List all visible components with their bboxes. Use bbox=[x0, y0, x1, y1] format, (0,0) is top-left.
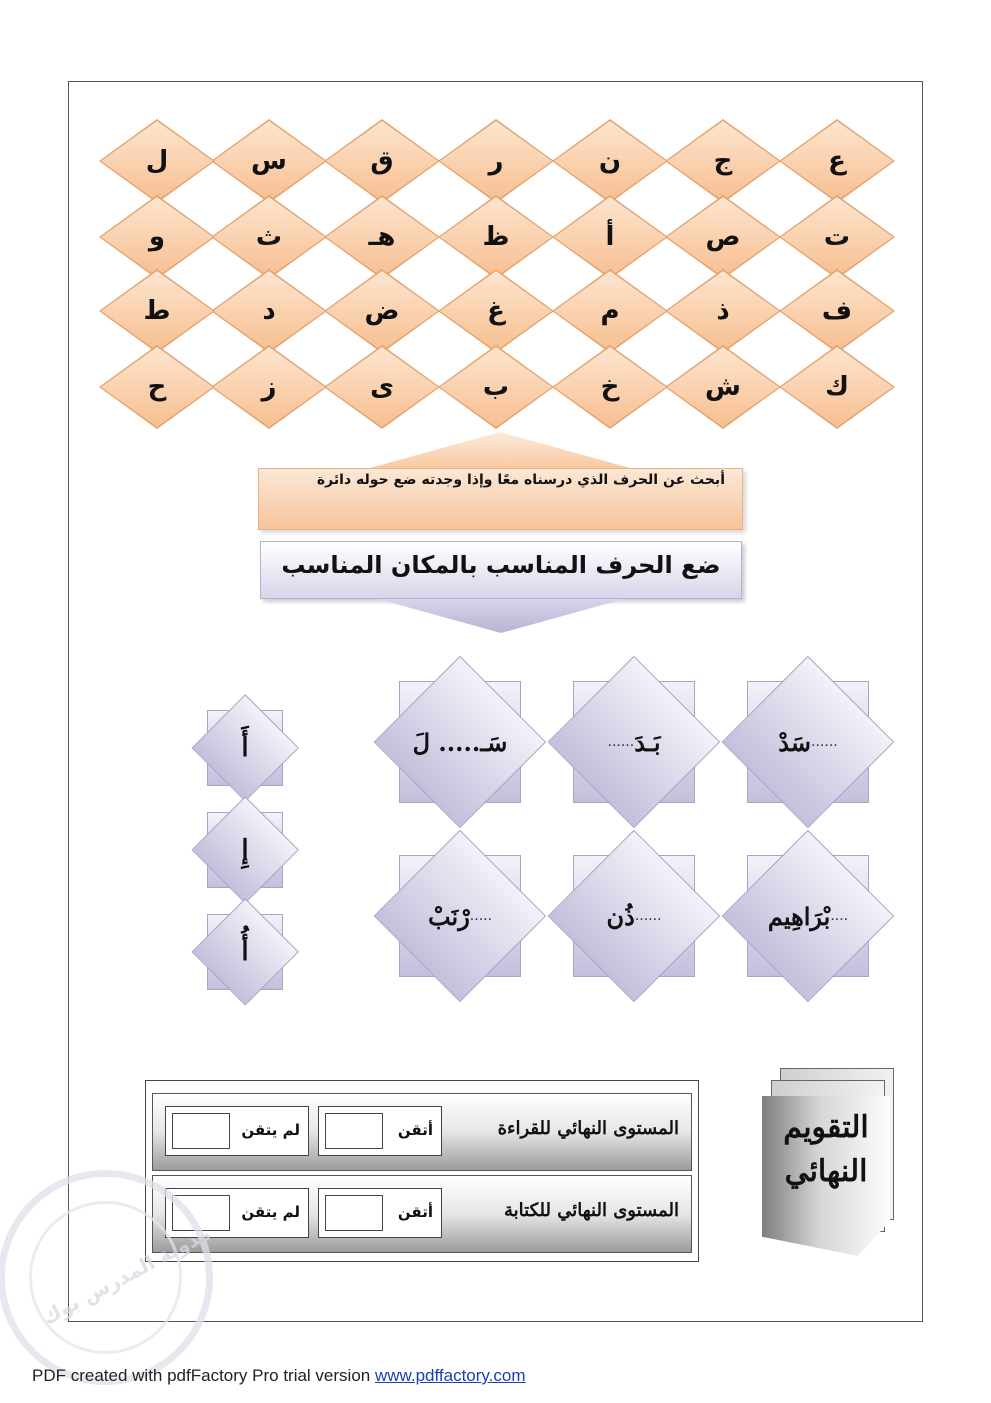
letter-text: ك bbox=[825, 372, 849, 402]
choice-star-1 bbox=[191, 694, 299, 802]
word-text: بْرَاهِيم bbox=[767, 901, 831, 931]
word-text: ذُن bbox=[606, 901, 635, 931]
letter-diamond[interactable] bbox=[213, 347, 325, 427]
writing-level-row bbox=[152, 1175, 692, 1253]
letter-diamond[interactable] bbox=[440, 271, 552, 351]
letter-text: م bbox=[600, 296, 620, 326]
letter-text: ح bbox=[147, 372, 167, 402]
letter-diamond[interactable] bbox=[554, 347, 666, 427]
not-mastered-checkbox[interactable] bbox=[172, 1113, 230, 1149]
instruction-find-text: أبحث عن الحرف الذي درسناه معًا وإذا وجدته ضع حوله دائرة bbox=[316, 472, 725, 488]
letter-diamond[interactable] bbox=[326, 271, 438, 351]
letter-text: ذ bbox=[716, 296, 730, 326]
letter-diamond[interactable] bbox=[667, 271, 779, 351]
evaluation-table bbox=[145, 1080, 699, 1262]
letter-diamond[interactable] bbox=[213, 197, 325, 277]
word-star-5 bbox=[548, 830, 720, 1002]
letter-text: ل bbox=[145, 146, 169, 176]
blank-dots: .... bbox=[830, 908, 849, 924]
blank-dots: ...... bbox=[607, 734, 635, 750]
letter-text: ث bbox=[255, 222, 283, 252]
letter-diamond[interactable] bbox=[781, 271, 893, 351]
mastered-checkbox[interactable] bbox=[325, 1113, 383, 1149]
word-text: بَـدَ bbox=[634, 727, 661, 757]
letter-diamond[interactable] bbox=[326, 121, 438, 201]
letter-text: و bbox=[148, 222, 166, 252]
letter-text: ط bbox=[143, 296, 171, 326]
arrow-up-icon bbox=[370, 432, 630, 468]
letter-diamond[interactable] bbox=[554, 121, 666, 201]
letter-diamond[interactable] bbox=[781, 347, 893, 427]
level-label: المستوى النهائي للكتابة bbox=[504, 1200, 679, 1221]
letter-diamond[interactable] bbox=[101, 197, 213, 277]
word-star-4 bbox=[722, 830, 894, 1002]
letter-diamond[interactable] bbox=[101, 347, 213, 427]
letter-diamond[interactable] bbox=[667, 197, 779, 277]
letter-text: ر bbox=[488, 146, 504, 176]
letter-text: غ bbox=[487, 296, 505, 326]
pdf-footer bbox=[32, 1366, 526, 1386]
word-star-2 bbox=[548, 656, 720, 828]
letter-text: أ bbox=[605, 222, 615, 252]
blank-dots: ..... bbox=[469, 908, 493, 924]
letter-text: ى bbox=[370, 372, 394, 402]
mastered-checkbox[interactable] bbox=[325, 1195, 383, 1231]
word-star-1 bbox=[722, 656, 894, 828]
letter-diamond[interactable] bbox=[440, 197, 552, 277]
letter-text: ص bbox=[705, 222, 741, 252]
place-letter-heading bbox=[260, 541, 742, 633]
letter-text: د bbox=[262, 296, 276, 326]
letter-diamond[interactable] bbox=[213, 121, 325, 201]
letter-diamond[interactable] bbox=[554, 271, 666, 351]
letter-diamond[interactable] bbox=[213, 271, 325, 351]
letter-text: ز bbox=[261, 372, 277, 402]
choice-star-2 bbox=[191, 796, 299, 904]
letter-text: ش bbox=[705, 372, 741, 402]
letter-diamond[interactable] bbox=[440, 347, 552, 427]
watermark-text: مدونة المدرس بوك bbox=[38, 1220, 215, 1330]
find-letter-instruction bbox=[258, 432, 743, 532]
choice-text: إِ bbox=[241, 835, 249, 865]
letter-text: ض bbox=[364, 296, 400, 326]
arrow-down-icon bbox=[378, 599, 624, 633]
letter-text: ظ bbox=[482, 222, 510, 252]
letter-diamond[interactable] bbox=[326, 347, 438, 427]
footer-text: PDF created with pdfFactory Pro trial version bbox=[32, 1366, 375, 1385]
reading-level-row bbox=[152, 1093, 692, 1171]
word-text: سَدْ bbox=[778, 727, 812, 757]
letter-diamond[interactable] bbox=[781, 197, 893, 277]
footer-link[interactable]: www.pdffactory.com bbox=[374, 1366, 526, 1385]
letter-text: ج bbox=[713, 146, 733, 176]
letter-text: ن bbox=[598, 146, 622, 176]
letter-text: خ bbox=[600, 372, 620, 402]
mastered-option: أتقن bbox=[318, 1188, 442, 1238]
final-evaluation-badge bbox=[762, 1068, 897, 1268]
letter-text: س bbox=[251, 146, 287, 176]
not-mastered-option: لم يتقن bbox=[165, 1106, 309, 1156]
letter-text: ف bbox=[821, 296, 853, 326]
watermark-seal bbox=[0, 1170, 213, 1385]
letter-diamond[interactable] bbox=[554, 197, 666, 277]
letter-text: ت bbox=[823, 222, 851, 252]
letter-text: هـ bbox=[368, 222, 396, 252]
letter-diamond[interactable] bbox=[667, 347, 779, 427]
letter-diamond[interactable] bbox=[101, 121, 213, 201]
word-text: رْنَبْ bbox=[427, 901, 470, 931]
letter-text: ب bbox=[482, 372, 510, 402]
letter-diamond[interactable] bbox=[326, 197, 438, 277]
letter-diamond[interactable] bbox=[440, 121, 552, 201]
letter-diamond[interactable] bbox=[667, 121, 779, 201]
choice-text: أُ bbox=[241, 937, 249, 967]
choice-text: أَ bbox=[241, 733, 249, 763]
mastered-option: أتقن bbox=[318, 1106, 442, 1156]
level-label: المستوى النهائي للقراءة bbox=[497, 1118, 679, 1139]
blank-dots: ...... bbox=[634, 908, 662, 924]
choice-star-3 bbox=[191, 898, 299, 1006]
letter-diamond[interactable] bbox=[781, 121, 893, 201]
letter-text: ع bbox=[828, 146, 846, 176]
letter-grid bbox=[0, 0, 991, 440]
blank-dots: ...... bbox=[811, 734, 838, 750]
word-star-3 bbox=[374, 656, 546, 828]
letter-diamond[interactable] bbox=[101, 271, 213, 351]
instruction-place-text: ضع الحرف المناسب بالمكان المناسب bbox=[281, 551, 721, 579]
final-evaluation-title: التقويم النهائي bbox=[783, 1110, 869, 1189]
not-mastered-option: لم يتقن bbox=[165, 1188, 309, 1238]
word-star-6 bbox=[374, 830, 546, 1002]
letter-text: ق bbox=[370, 146, 394, 176]
word-text: سَـ..... لَ bbox=[412, 727, 508, 757]
